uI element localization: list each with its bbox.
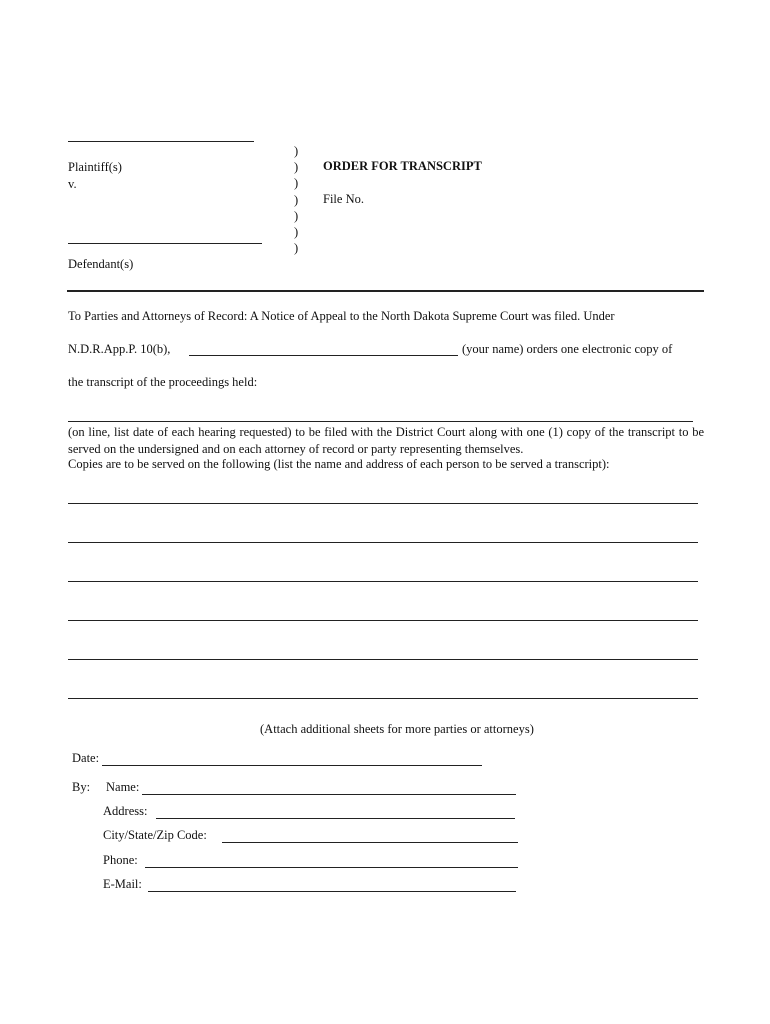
page-title: ORDER FOR TRANSCRIPT (323, 159, 482, 173)
rule-citation: N.D.R.App.P. 10(b), (68, 342, 171, 356)
phone-field-line[interactable] (145, 867, 518, 868)
email-label: E-Mail: (103, 877, 142, 891)
phone-label: Phone: (103, 853, 138, 867)
service-line[interactable] (68, 581, 698, 582)
your-name-line[interactable] (189, 355, 458, 356)
hearing-dates-line[interactable] (68, 421, 693, 422)
file-no-label: File No. (323, 192, 364, 206)
city-state-zip-field-line[interactable] (222, 842, 518, 843)
plaintiff-name-line[interactable] (68, 141, 254, 142)
service-line[interactable] (68, 659, 698, 660)
address-label: Address: (103, 804, 148, 818)
caption-divider (67, 290, 704, 292)
instructions-paragraph: (on line, list date of each hearing requested) to be filed with the District Court along with one (1) copy of the transcript to be served on the undersigned and on each attorney of record or party representing themselves. (68, 425, 704, 456)
paren: ) (294, 208, 299, 223)
attach-note: (Attach additional sheets for more parties or attorneys) (260, 722, 534, 736)
plaintiff-label: Plaintiff(s) (68, 160, 122, 174)
caption-parens (294, 143, 298, 256)
proceedings-label: the transcript of the proceedings held: (68, 375, 258, 389)
your-name-suffix: (your name) orders one electronic copy of (462, 342, 673, 356)
paren: ) (294, 176, 299, 191)
paren: ) (294, 241, 299, 256)
name-label: Name: (106, 780, 140, 794)
paren: ) (294, 192, 299, 207)
defendant-label: Defendant(s) (68, 257, 134, 271)
email-field-line[interactable] (148, 891, 516, 892)
copies-instruction: Copies are to be served on the following (list the name and address of each person to be served a transcript): (68, 457, 610, 471)
address-field-line[interactable] (156, 818, 515, 819)
paren: ) (294, 225, 299, 240)
by-label: By: (72, 780, 91, 794)
service-line[interactable] (68, 542, 698, 543)
notice-line: To Parties and Attorneys of Record: A Notice of Appeal to the North Dakota Supreme Court was filed. Under (68, 309, 615, 323)
paren: ) (294, 160, 299, 175)
service-line[interactable] (68, 503, 698, 504)
versus-label: v. (68, 177, 77, 191)
date-field-line[interactable] (102, 765, 482, 766)
city-state-zip-label: City/State/Zip Code: (103, 828, 207, 842)
service-line[interactable] (68, 620, 698, 621)
name-field-line[interactable] (142, 794, 516, 795)
service-line[interactable] (68, 698, 698, 699)
date-label: Date: (72, 751, 100, 765)
defendant-name-line[interactable] (68, 243, 262, 244)
paren: ) (294, 144, 299, 158)
